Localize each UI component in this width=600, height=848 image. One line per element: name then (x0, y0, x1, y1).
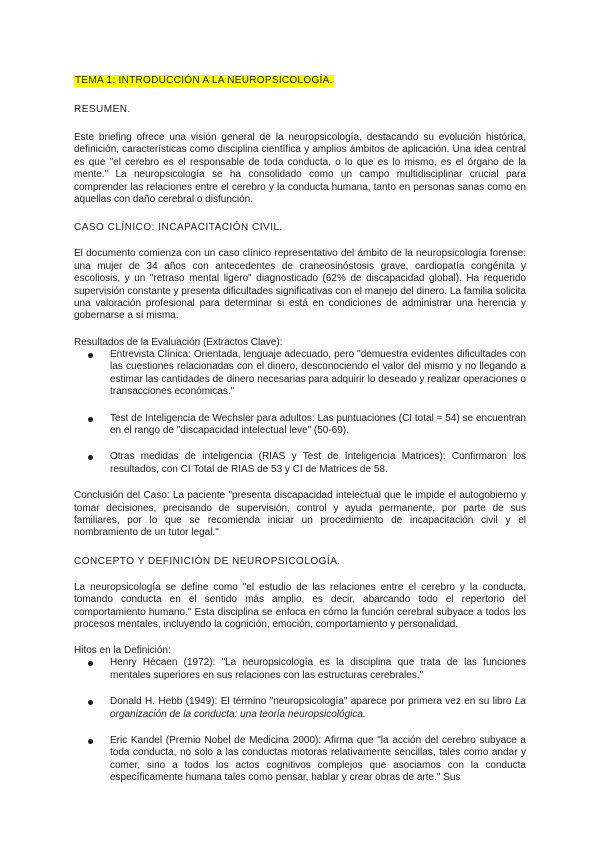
list-item (74, 657, 526, 682)
resumen-heading: RESUMEN. (74, 104, 131, 115)
list-item-text: Test de Inteligencia de Wechsler para adultos: Las puntuaciones (CI total = 54) se encuentran en el rango de "discapacidad intelectual leve" (50-69). (110, 412, 526, 436)
list-item-text: Entrevista Clínica: Orientada, lenguaje adecuado, pero "demuestra evidentes dificultades con las cuestiones relacionadas con el dinero, desconociendo el valor del mismo y no llegando a estimar las cantidades de dinero necesarias para adquirir lo deseado y realizar operaciones o transacciones económicas." (110, 348, 526, 398)
list-item-text: Otras medidas de inteligencia (RIAS y Test de Inteligencia Matrices): Confirmaron los resultados, con CI Total de RIAS de 53 y CI de Matrices de 58. (110, 451, 526, 475)
bullet-icon (88, 353, 93, 358)
concepto-paragraph: La neuropsicología se define como "el estudio de las relaciones entre el cerebro y la conducta, tomando conducta en el sentido más amplio, es decir, abarcando todo el repertorio del comportamiento humano." Esta disciplina se enfoca en cómo la función cerebral subyace a todos los procesos mentales, incluyendo la cognición, emoción, comportamiento y personalidad. (74, 581, 526, 630)
list-item (74, 696, 526, 721)
book-title: La organización de la conducta: una teoría neuropsicológica. (110, 696, 526, 720)
list-item-text: Eric Kandel (Premio Nobel de Medicina 2000): Afirma que "la acción del cerebro subyace a toda conducta, no solo a las conductas motoras relativamente sencillas, tales como andar y comer, sino a todos los actos cognitivos complejos que asociamos con la conducta específicamente humana tales como pensar, hablar y crear obras de arte." Sus (110, 735, 526, 784)
list-item (74, 413, 526, 438)
caso-heading: CASO CLÍNICO: INCAPACITACIÓN CIVIL. (74, 222, 283, 234)
results-label: Resultados de la Evaluación (Extractos Clave): (74, 336, 283, 348)
concepto-heading: CONCEPTO Y DEFINICIÓN DE NEUROPSICOLOGÍA. (74, 555, 341, 567)
list-item (74, 349, 526, 399)
hitos-label: Hitos en la Definición: (74, 645, 171, 657)
document-title: TEMA 1: INTRODUCCIÓN A LA NEUROPSICOLOGÍA. (75, 75, 333, 86)
list-item-text: Henry Hécaen (1972): "La neuropsicología es la disciplina que trata de las funciones mentales superiores en sus relaciones con las estructuras cerebrales." (110, 657, 526, 681)
bullet-icon (88, 661, 93, 666)
caso-paragraph: El documento comienza con un caso clínico representativo del ámbito de la neuropsicología forense: una mujer de 34 años con antecedentes de craneosinóstosis grave, cardiopatía congénita y escoliosis, y un "retraso mental ligero" diagnosticado (62% de discapacidad global). Ha requerido supervisión constante y presenta dificultades significativas con el manejo del dinero. La familia solicita una valoración profesional para determinar si está en condiciones de administrar una herencia y gobernarse a sí misma. (74, 248, 526, 322)
bullet-icon (88, 739, 93, 744)
hitos-list (74, 657, 526, 784)
list-item-text: Donald H. Hebb (1949): El término "neuropsicología" aparece por primera vez en su libro (110, 696, 515, 708)
bullet-icon (88, 700, 93, 705)
list-item (74, 735, 526, 785)
document-page (74, 70, 526, 785)
bullet-icon (88, 455, 93, 460)
bullet-icon (88, 417, 93, 422)
resumen-paragraph: Este briefing ofrece una visión general de la neuropsicología, destacando su evolución histórica, definición, características como disciplina científica y amplios ámbitos de aplicación. Una idea central es que "el cerebro es el responsable de toda conducta, o lo que es lo mismo, es el órgano de la mente." La neuropsicología se ha consolidado como un campo multidisciplinar crucial para comprender las relaciones entre el cerebro y la conducta humana, tanto en personas sanas como en aquellas con daño cerebral o disfunción. (74, 132, 526, 206)
conclusion-paragraph: Conclusión del Caso: La paciente "presenta discapacidad intelectual que le impide el autogobierno y tomar decisiones, precisando de supervisión, control y ayuda permanente, por parte de sus familiares, por lo que se recomienda iniciar un procedimiento de incapacitación civil y el nombramiento de un tutor legal." (74, 490, 526, 539)
list-item (74, 451, 526, 476)
results-list (74, 349, 526, 476)
